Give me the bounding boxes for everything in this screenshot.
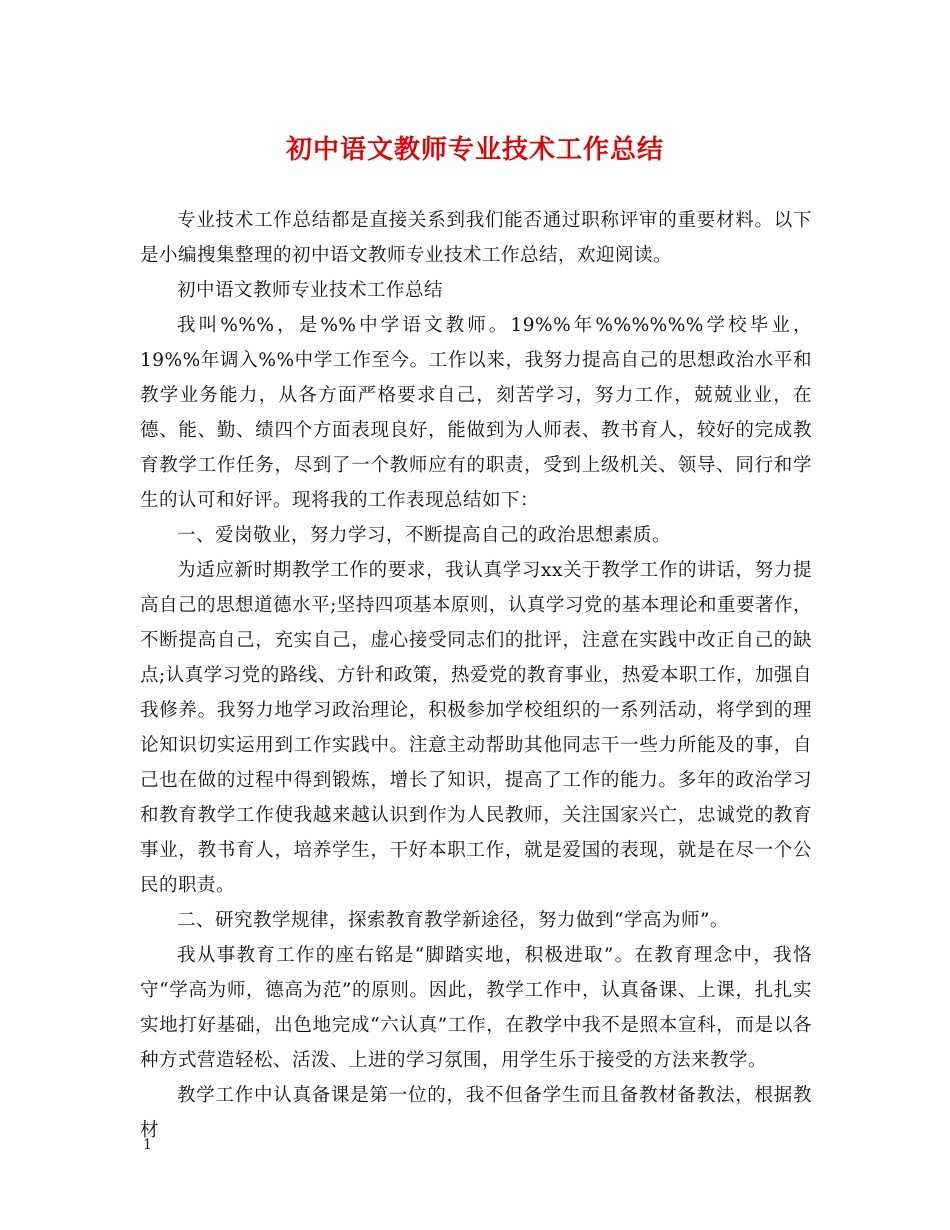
paragraph-intro: 专业技术工作总结都是直接关系到我们能否通过职称评审的重要材料。以下是小编搜集整理的初中语文教师专业技术工作总结，欢迎阅读。: [140, 210, 812, 266]
paragraph-lesson-preparation: 教学工作中认真备课是第一位的，我不但备学生而且备教材备教法，根据教材: [140, 1085, 812, 1141]
document-body: [140, 203, 812, 1148]
paragraph-subtitle: 初中语文教师专业技术工作总结: [177, 280, 444, 301]
document-title: 初中语文教师专业技术工作总结: [285, 135, 664, 165]
paragraph-self-introduction: 我叫%%%，是%%中学语文教师。19%%年%%%%%%学校毕业，19%%年调入%%中学工作至今。工作以来，我努力提高自己的思想政治水平和教学业务能力，从各方面严格要求自己，刻苦学习，努力工作，兢兢业业，在德、能、勤、绩四个方面表现良好，能做到为人师表、教书育人，较好的完成教育教学工作任务，尽到了一个教师应有的职责，受到上级机关、领导、同行和学生的认可和好评。现将我的工作表现总结如下：: [140, 315, 812, 511]
section-heading-2: 二、研究教学规律，探索教育教学新途径，努力做到“学高为师”。: [177, 910, 729, 931]
paragraph-teaching-motto: 我从事教育工作的座右铭是“脚踏实地，积极进取”。在教育理念中，我恪守“学高为师，德高为范”的原则。因此，教学工作中，认真备课、上课，扎扎实实地打好基础，出色地完成“六认真”工作，在教学中我不是照本宣科，而是以各种方式营造轻松、活泼、上进的学习氛围，用学生乐于接受的方法来教学。: [140, 945, 812, 1071]
section-heading-1: 一、爱岗敬业，努力学习，不断提高自己的政治思想素质。: [177, 525, 672, 546]
paragraph-political-study: 为适应新时期教学工作的要求，我认真学习xx关于教学工作的讲话，努力提高自己的思想道德水平;坚持四项基本原则，认真学习党的基本理论和重要著作，不断提高自己，充实自己，虚心接受同志们的批评，注意在实践中改正自己的缺点;认真学习党的路线、方针和政策，热爱党的教育事业，热爱本职工作，加强自我修养。我努力地学习政治理论，积极参加学校组织的一系列活动，将学到的理论知识切实运用到工作实践中。注意主动帮助其他同志干一些力所能及的事，自己也在做的过程中得到锻炼，增长了知识，提高了工作的能力。多年的政治学习和教育教学工作使我越来越认识到作为人民教师，关注国家兴亡，忠诚党的教育事业，教书育人，培养学生，干好本职工作，就是爱国的表现，就是在尽一个公民的职责。: [140, 560, 812, 896]
page-number: 1: [143, 1137, 152, 1153]
